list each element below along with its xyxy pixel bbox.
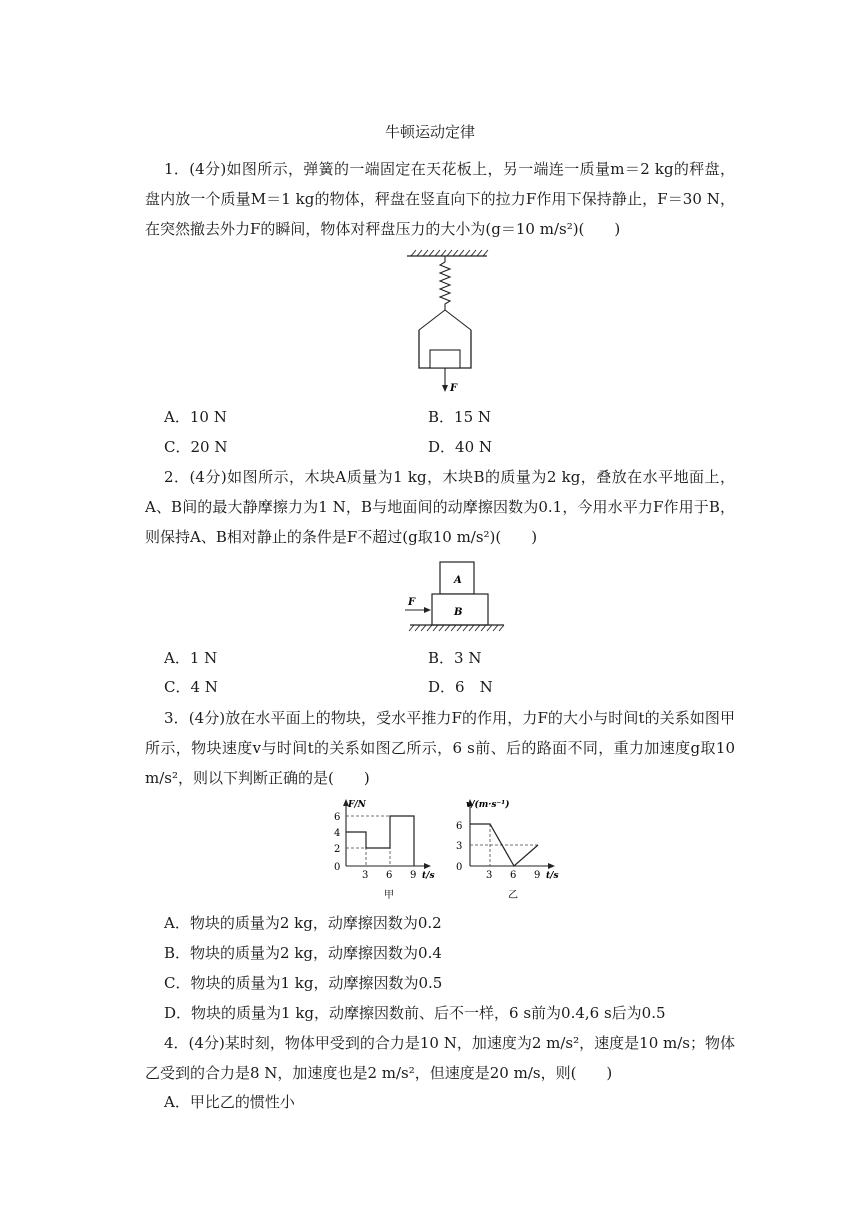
question-1-stem: 1．(4分)如图所示，弹簧的一端固定在天花板上，另一端连一质量m＝2 kg的秤盘，盘内放一个质量M＝1 kg的物体，秤盘在竖直向下的拉力F作用下保持静止，F＝30 N，在突然撤去外力F的瞬间，物体对秤盘压力的大小为(g＝10 m/s²)( ) bbox=[145, 160, 735, 238]
q2-option-b: B．3 N bbox=[428, 649, 482, 667]
y-tick-4: 4 bbox=[334, 828, 341, 839]
force-label: F bbox=[408, 597, 416, 608]
q3-option-b: B．物块的质量为2 kg，动摩擦因数为0.4 bbox=[164, 944, 442, 962]
axis-ylabel: v/(m·s⁻¹) bbox=[466, 800, 510, 810]
stacked-blocks-figure bbox=[404, 560, 510, 634]
y-tick-6: 6 bbox=[334, 812, 341, 823]
q4-option-a: A．甲比乙的惯性小 bbox=[164, 1093, 295, 1111]
velocity-time-graph bbox=[448, 796, 568, 904]
q1-option-d: D．40 N bbox=[428, 438, 493, 456]
block-a-label: A bbox=[454, 575, 462, 586]
y-tick-6: 6 bbox=[456, 821, 463, 832]
x-tick-9: 9 bbox=[410, 870, 417, 881]
q3-option-a: A．物块的质量为2 kg，动摩擦因数为0.2 bbox=[164, 914, 442, 932]
y-tick-0: 0 bbox=[334, 862, 341, 873]
x-tick-6: 6 bbox=[510, 870, 517, 881]
q1-option-a: A．10 N bbox=[164, 408, 227, 426]
x-tick-9: 9 bbox=[534, 870, 541, 881]
q1-option-c: C．20 N bbox=[164, 438, 228, 456]
page-title: 牛顿运动定律 bbox=[384, 123, 475, 141]
y-tick-2: 2 bbox=[334, 844, 341, 855]
spring-scale-figure bbox=[405, 248, 495, 398]
q2-option-d: D．6 N bbox=[428, 678, 493, 696]
axis-ylabel: F/N bbox=[348, 800, 366, 810]
q1-option-b: B．15 N bbox=[428, 408, 492, 426]
q2-option-a: A．1 N bbox=[164, 649, 218, 667]
question-3-stem: 3．(4分)放在水平面上的物块，受水平推力F的作用，力F的大小与时间t的关系如图甲所示，物块速度v与时间t的关系如图乙所示，6 s前、后的路面不同，重力加速度g取10 m/s²，则以下判断正确的是( ) bbox=[145, 709, 735, 787]
force-time-graph bbox=[326, 796, 444, 904]
graph-caption: 乙 bbox=[508, 890, 518, 901]
q3-option-d: D．物块的质量为1 kg，动摩擦因数前、后不一样，6 s前为0.4,6 s后为0.5 bbox=[164, 1004, 666, 1022]
x-tick-3: 3 bbox=[362, 870, 369, 881]
q2-option-c: C．4 N bbox=[164, 678, 218, 696]
question-4-stem: 4．(4分)某时刻，物体甲受到的合力是10 N，加速度为2 m/s²，速度是10 m/s；物体乙受到的合力是8 N，加速度也是2 m/s²，但速度是20 m/s，则( ) bbox=[145, 1034, 735, 1082]
graph-caption: 甲 bbox=[384, 890, 394, 901]
axis-xlabel: t/s bbox=[546, 871, 559, 881]
q3-option-c: C．物块的质量为1 kg，动摩擦因数为0.5 bbox=[164, 974, 443, 992]
block-b-label: B bbox=[454, 607, 463, 618]
force-label: F bbox=[450, 383, 458, 394]
y-tick-3: 3 bbox=[456, 841, 463, 852]
x-tick-6: 6 bbox=[386, 870, 393, 881]
axis-xlabel: t/s bbox=[422, 871, 435, 881]
x-tick-3: 3 bbox=[486, 870, 493, 881]
y-tick-0: 0 bbox=[456, 862, 463, 873]
question-2-stem: 2．(4分)如图所示，木块A质量为1 kg，木块B的质量为2 kg，叠放在水平地面上，A、B间的最大静摩擦力为1 N，B与地面间的动摩擦因数为0.1，今用水平力F作用于B，则保持A、B相对静止的条件是F不超过(g取10 m/s²)( ) bbox=[145, 468, 735, 546]
